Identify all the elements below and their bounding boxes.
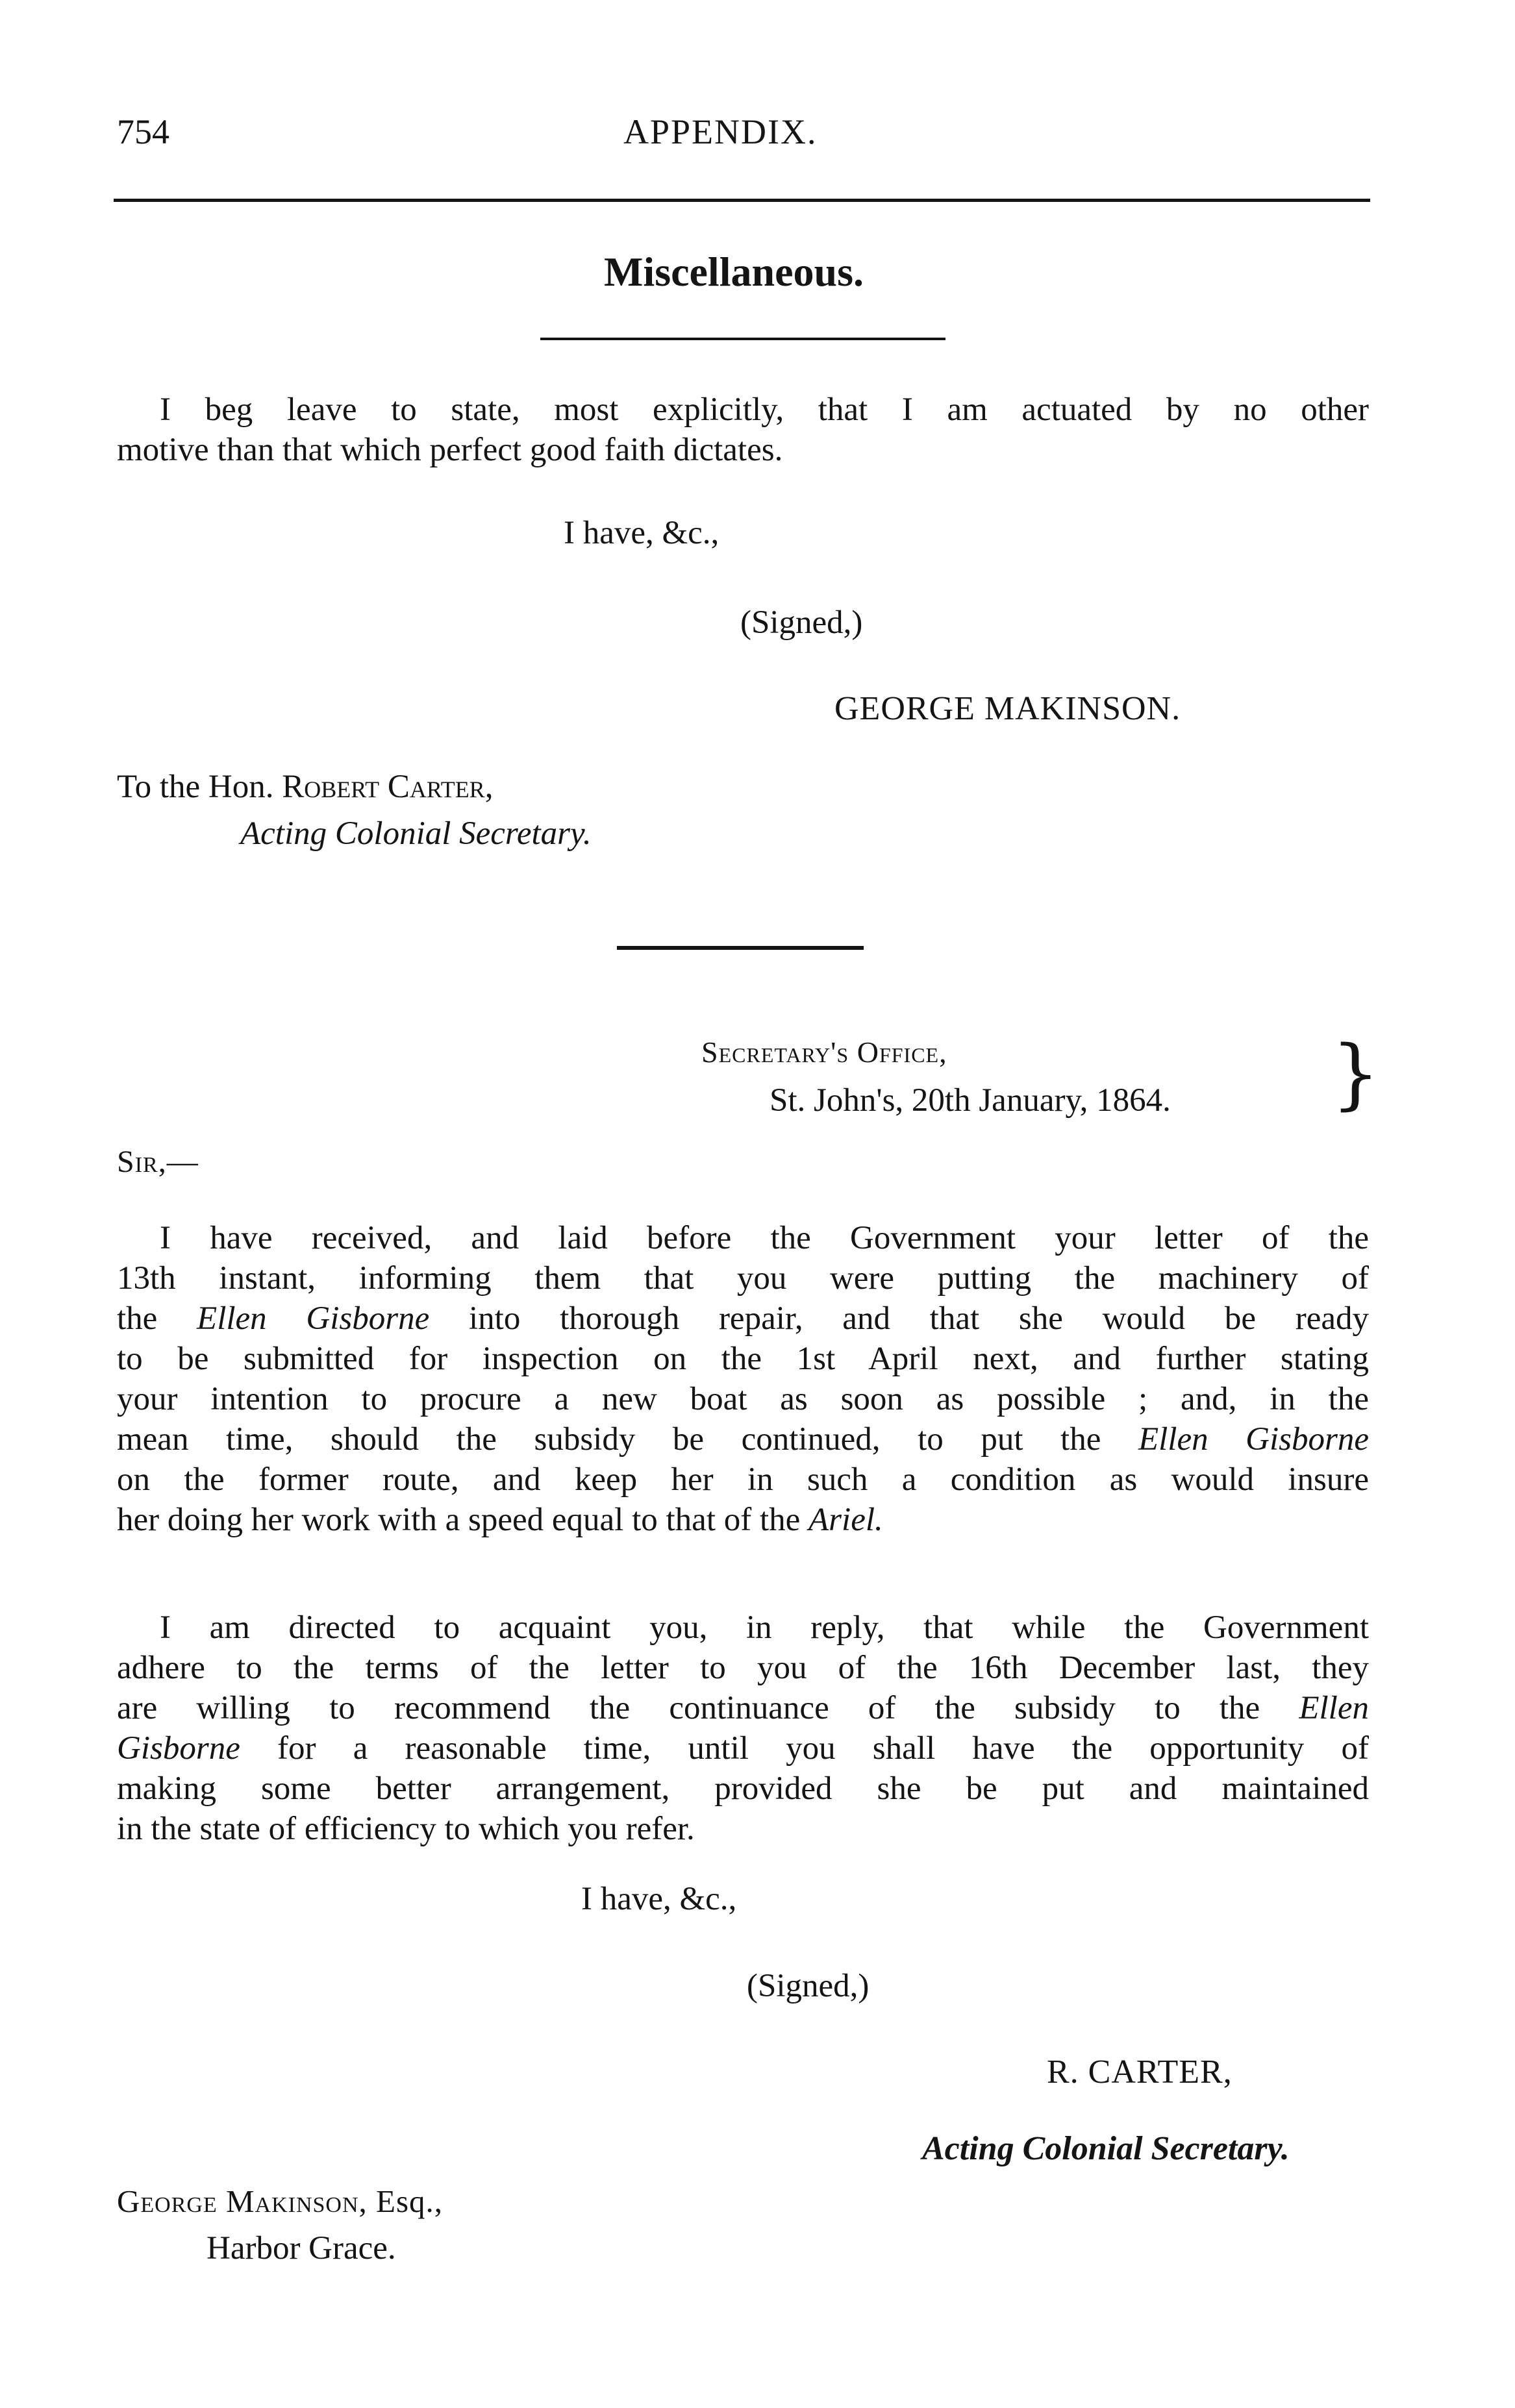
letter2-signed: (Signed,) xyxy=(747,1968,870,2004)
ship-name: Ellen Gisborne xyxy=(197,1300,430,1337)
text-line: I am directed to acquaint you, in reply, that while the Government xyxy=(160,1609,1369,1646)
addressee-prefix: To the Hon. xyxy=(117,769,282,805)
office-name: Secretary's Office, xyxy=(701,1036,947,1069)
text-line: on the former route, and keep her in such a condition as would insure xyxy=(117,1461,1369,1498)
ship-name: Ariel. xyxy=(808,1502,883,1538)
section-divider xyxy=(540,338,945,340)
text-line xyxy=(117,1298,1369,1339)
letter2-paragraph-1 xyxy=(117,1218,1369,1540)
text-line: motive than that which perfect good faith dictates. xyxy=(117,432,783,468)
letter1-addressee xyxy=(117,768,493,806)
letter2-paragraph-2 xyxy=(117,1607,1369,1849)
letter1-signed: (Signed,) xyxy=(740,604,863,641)
ship-name: Ellen xyxy=(1299,1690,1369,1726)
running-header-title: APPENDIX. xyxy=(623,112,818,151)
text-line: adhere to the terms of the letter to you of the 16th December last, they xyxy=(117,1650,1369,1686)
text-line: I have received, and laid before the Government your letter of the xyxy=(160,1220,1369,1256)
letter1-addressee-title: Acting Colonial Secretary. xyxy=(240,815,592,852)
letter1-closing: I have, &c., xyxy=(564,515,720,551)
text-line: I beg leave to state, most explicitly, that I am actuated by no other xyxy=(160,391,1369,428)
letter2-signatory: R. CARTER, xyxy=(1047,2054,1233,2091)
addressee-name: Robert Carter, xyxy=(282,769,494,805)
letter1-signatory: GEORGE MAKINSON. xyxy=(834,690,1181,727)
text-line: making some better arrangement, provided she be put and maintained xyxy=(117,1770,1369,1807)
text-line xyxy=(117,1688,1369,1728)
text-segment: mean time, should the subsidy be continued, to put the xyxy=(117,1421,1138,1458)
letter2-closing: I have, &c., xyxy=(581,1881,737,1917)
text-segment: her doing her work with a speed equal to that of the xyxy=(117,1502,809,1538)
salutation: Sir,— xyxy=(117,1145,199,1179)
letter1-paragraph xyxy=(117,390,1369,470)
addressee-suffix: Esq., xyxy=(367,2183,444,2219)
addressee-name: George Makinson, xyxy=(117,2183,368,2219)
page-number: 754 xyxy=(117,112,169,151)
text-segment: for a reasonable time, until you shall have the opportunity of xyxy=(240,1730,1369,1767)
letter-divider xyxy=(617,946,864,950)
right-brace: } xyxy=(1331,1028,1381,1118)
letter2-signatory-title: Acting Colonial Secretary. xyxy=(922,2130,1290,2167)
text-line: in the state of efficiency to which you refer. xyxy=(117,1811,695,1847)
office-place-date: St. John's, 20th January, 1864. xyxy=(770,1082,1171,1119)
text-line: your intention to procure a new boat as soon as possible ; and, in the xyxy=(117,1381,1369,1417)
ship-name: Ellen Gisborne xyxy=(1138,1421,1369,1458)
letter2-addressee xyxy=(117,2183,443,2220)
text-segment: are willing to recommend the continuance of the subsidy to the xyxy=(117,1690,1299,1726)
text-line xyxy=(117,1500,1369,1540)
text-line: 13th instant, informing them that you were putting the machinery of xyxy=(117,1260,1369,1297)
text-segment: the xyxy=(117,1300,197,1337)
header-rule xyxy=(114,199,1370,202)
ship-name: Gisborne xyxy=(117,1730,240,1767)
text-segment: into thorough repair, and that she would be ready xyxy=(429,1300,1369,1337)
text-line xyxy=(117,1419,1369,1459)
letter2-addressee-place: Harbor Grace. xyxy=(207,2230,396,2266)
text-line: to be submitted for inspection on the 1st April next, and further stating xyxy=(117,1341,1369,1377)
section-title: Miscellaneous. xyxy=(604,249,864,295)
text-line xyxy=(117,1728,1369,1769)
